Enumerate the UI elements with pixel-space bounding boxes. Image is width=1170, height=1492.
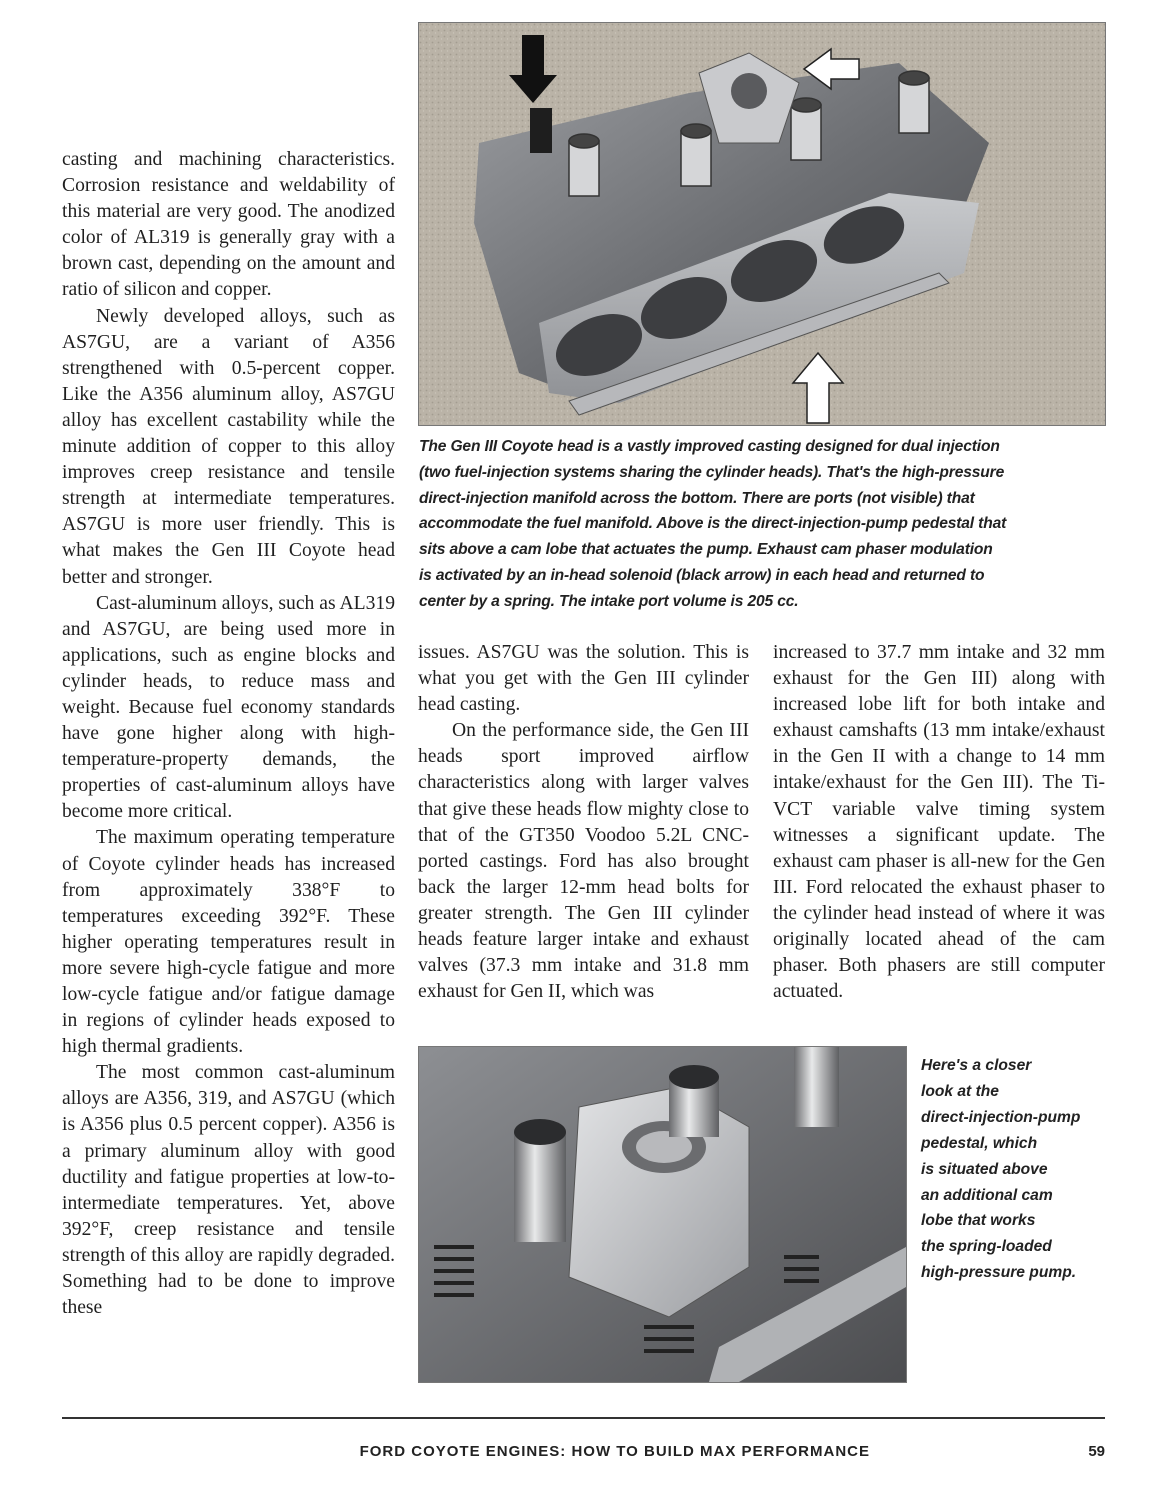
right-text-column	[773, 640, 1105, 1005]
paragraph: Cast-aluminum alloys, such as AL319 and AS7GU, are being used more in applications, such as engine blocks and cylinder heads, to reduce mass and weight. Because fuel economy standards have gone higher along with high-temperature-property demands, the properties of cast-aluminum alloys have become more critical.	[62, 592, 395, 823]
middle-text-column	[418, 640, 749, 1005]
caption-line: look at the	[921, 1082, 999, 1100]
tube-opening	[514, 1119, 566, 1145]
paragraph: On the performance side, the Gen III heads sport improved airflow characteristics along with larger valves that give these heads flow mighty close to that of the GT350 Voodoo 5.2L CNC-ported castings. Ford has also brought back the larger 12-mm head bolts for greater strength. The Gen III cylinder heads feature larger intake and exhaust valves (37.3 mm intake and 31.8 mm exhaust for Gen II, which was	[418, 720, 749, 1003]
pump-pedestal-photo	[418, 1046, 907, 1383]
caption-line: is situated above	[921, 1160, 1048, 1178]
footer-divider	[62, 1417, 1105, 1419]
running-footer-title: FORD COYOTE ENGINES: HOW TO BUILD MAX PERFORMANCE	[359, 1443, 870, 1460]
caption-line: lobe that works	[921, 1212, 1036, 1230]
solenoid	[530, 108, 552, 153]
pump-bore	[731, 73, 767, 109]
pump-pedestal-illustration	[419, 1047, 906, 1382]
page-number: 59	[1088, 1443, 1105, 1460]
paragraph: The maximum operating temperature of Coyote cylinder heads has increased from approximately 338°F to temperatures exceeding 392°F. These higher operating temperatures result in more severe high-cycle fatigue and more low-cycle fatigue and/or fatigue damage in regions of cylinder heads exposed to high thermal gradients.	[62, 827, 395, 1058]
paragraph: The most common cast-aluminum alloys are A356, 319, and AS7GU (which is A356 plus 0.5 percent copper). A356 is a primary aluminum alloy with good ductility and fatigue properties at low-to-intermediate temperatures. Yet, above 392°F, creep resistance and tensile strength of this alloy are rapidly degraded. Something had to be done to improve these	[62, 1062, 395, 1319]
cylinder-head-photo	[418, 22, 1106, 426]
paragraph: increased to 37.7 mm intake and 32 mm exhaust for the Gen III) along with increased lobe lift for both intake and exhaust camshafts (13 mm intake/exhaust in the Gen II with a change to 14 mm intake/exhaust for the Gen III). The Ti-VCT variable valve timing system witnesses a significant update. The exhaust cam phaser is all-new for the Gen III. Ford relocated the exhaust phaser to the cylinder head instead of where it was originally located ahead of the cam phaser. Both phasers are still computer actuated.	[773, 642, 1105, 1003]
caption-line: is activated by an in-head solenoid (black arrow) in each head and returned to	[419, 566, 985, 584]
caption-line: (two fuel-injection systems sharing the cylinder heads). That's the high-pressure	[419, 463, 1005, 481]
caption-line: accommodate the fuel manifold. Above is the direct-injection-pump pedestal that	[419, 515, 1007, 533]
caption-line: The Gen III Coyote head is a vastly improved casting designed for dual injection	[419, 438, 1000, 455]
caption-line: sits above a cam lobe that actuates the pump. Exhaust cam phaser modulation	[419, 541, 993, 559]
caption-line: Here's a closer	[921, 1057, 1032, 1074]
left-text-column	[62, 147, 395, 1321]
tube-opening	[669, 1065, 719, 1089]
spark-plug-tube	[794, 1047, 839, 1127]
caption-line: center by a spring. The intake port volume is 205 cc.	[419, 592, 799, 610]
top-photo-caption	[419, 434, 1119, 615]
paragraph: Newly developed alloys, such as AS7GU, are a variant of A356 strengthened with 0.5-percent copper. Like the A356 aluminum alloy, AS7GU alloy has excellent castability while the minute addition of copper to this alloy improves creep resistance and tensile strength at intermediate temperatures. AS7GU is more user friendly. This is what makes the Gen III Coyote head better and stronger.	[62, 305, 395, 588]
caption-line: pedestal, which	[921, 1134, 1038, 1152]
spark-plug-tube	[514, 1132, 566, 1242]
caption-line: direct-injection-pump	[921, 1108, 1081, 1126]
caption-line: the spring-loaded	[921, 1238, 1052, 1256]
caption-line: direct-injection manifold across the bottom. There are ports (not visible) that	[419, 489, 975, 507]
paragraph: issues. AS7GU was the solution. This is what you get with the Gen III cylinder head casting.	[418, 642, 749, 716]
caption-line: high-pressure pump.	[921, 1264, 1077, 1282]
paragraph: casting and machining characteristics. Corrosion resistance and weldability of this material are very good. The anodized color of AL319 is generally gray with a brown cast, depending on the amount and ratio of silicon and copper.	[62, 149, 395, 301]
cylinder-head-illustration	[419, 23, 1105, 425]
caption-line: an additional cam	[921, 1186, 1053, 1204]
bottom-photo-caption	[921, 1053, 1121, 1286]
